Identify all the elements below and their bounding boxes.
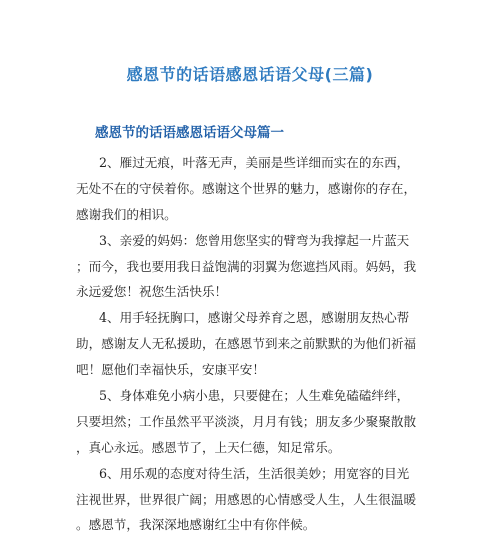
paragraph-line: 助，感谢友人无私援助，在感恩节到来之前默默的为他们祈福 — [76, 336, 417, 352]
paragraph-5 — [76, 383, 426, 461]
paragraph-line: 5、身体难免小病小患，只要健在；人生难免磕磕绊绊， — [99, 388, 410, 404]
paragraph-line: ；而今，我也要用我日益饱满的羽翼为您遮挡风雨。妈妈，我 — [76, 258, 417, 274]
document-body — [76, 150, 426, 538]
paragraph-line: 注视世界，世界很广阔；用感恩的心情感受人生，人生很温暖 — [76, 491, 417, 507]
paragraph-3 — [76, 228, 426, 306]
paragraph-6 — [76, 461, 426, 538]
paragraph-line: 感谢我们的相识。 — [76, 206, 177, 222]
paragraph-line: ，真心永远。感恩节了，上天仁德，知足常乐。 — [76, 439, 341, 455]
paragraph-line: 吧！愿他们幸福快乐，安康平安！ — [76, 362, 265, 378]
paragraph-line: 。感恩节，我深深地感谢红尘中有你伴候。 — [76, 517, 316, 533]
paragraph-2 — [76, 150, 426, 228]
paragraph-line: 2、雁过无痕，叶落无声，美丽是些详细而实在的东西， — [99, 155, 410, 170]
paragraph-line: 无处不在的守侯着你。感谢这个世界的魅力，感谢你的存在， — [76, 180, 417, 196]
paragraph-line: 3、亲爱的妈妈：您曾用您坚实的臂弯为我撑起一片蓝天 — [99, 232, 410, 248]
paragraph-4 — [76, 305, 426, 383]
document-title: 感恩节的话语感恩话语父母(三篇) — [126, 65, 374, 84]
section-heading: 感恩节的话语感恩话语父母篇一 — [95, 125, 284, 141]
paragraph-line: 6、用乐观的态度对待生活，生活很美妙；用宽容的目光 — [99, 465, 410, 481]
paragraph-line: 4、用手轻抚胸口，感谢父母养育之恩，感谢朋友热心帮 — [99, 310, 410, 326]
paragraph-line: 永远爱您！祝您生活快乐！ — [76, 284, 228, 300]
paragraph-line: 只要坦然；工作虽然平平淡淡，月月有钱；朋友多少聚聚散散 — [76, 413, 417, 429]
